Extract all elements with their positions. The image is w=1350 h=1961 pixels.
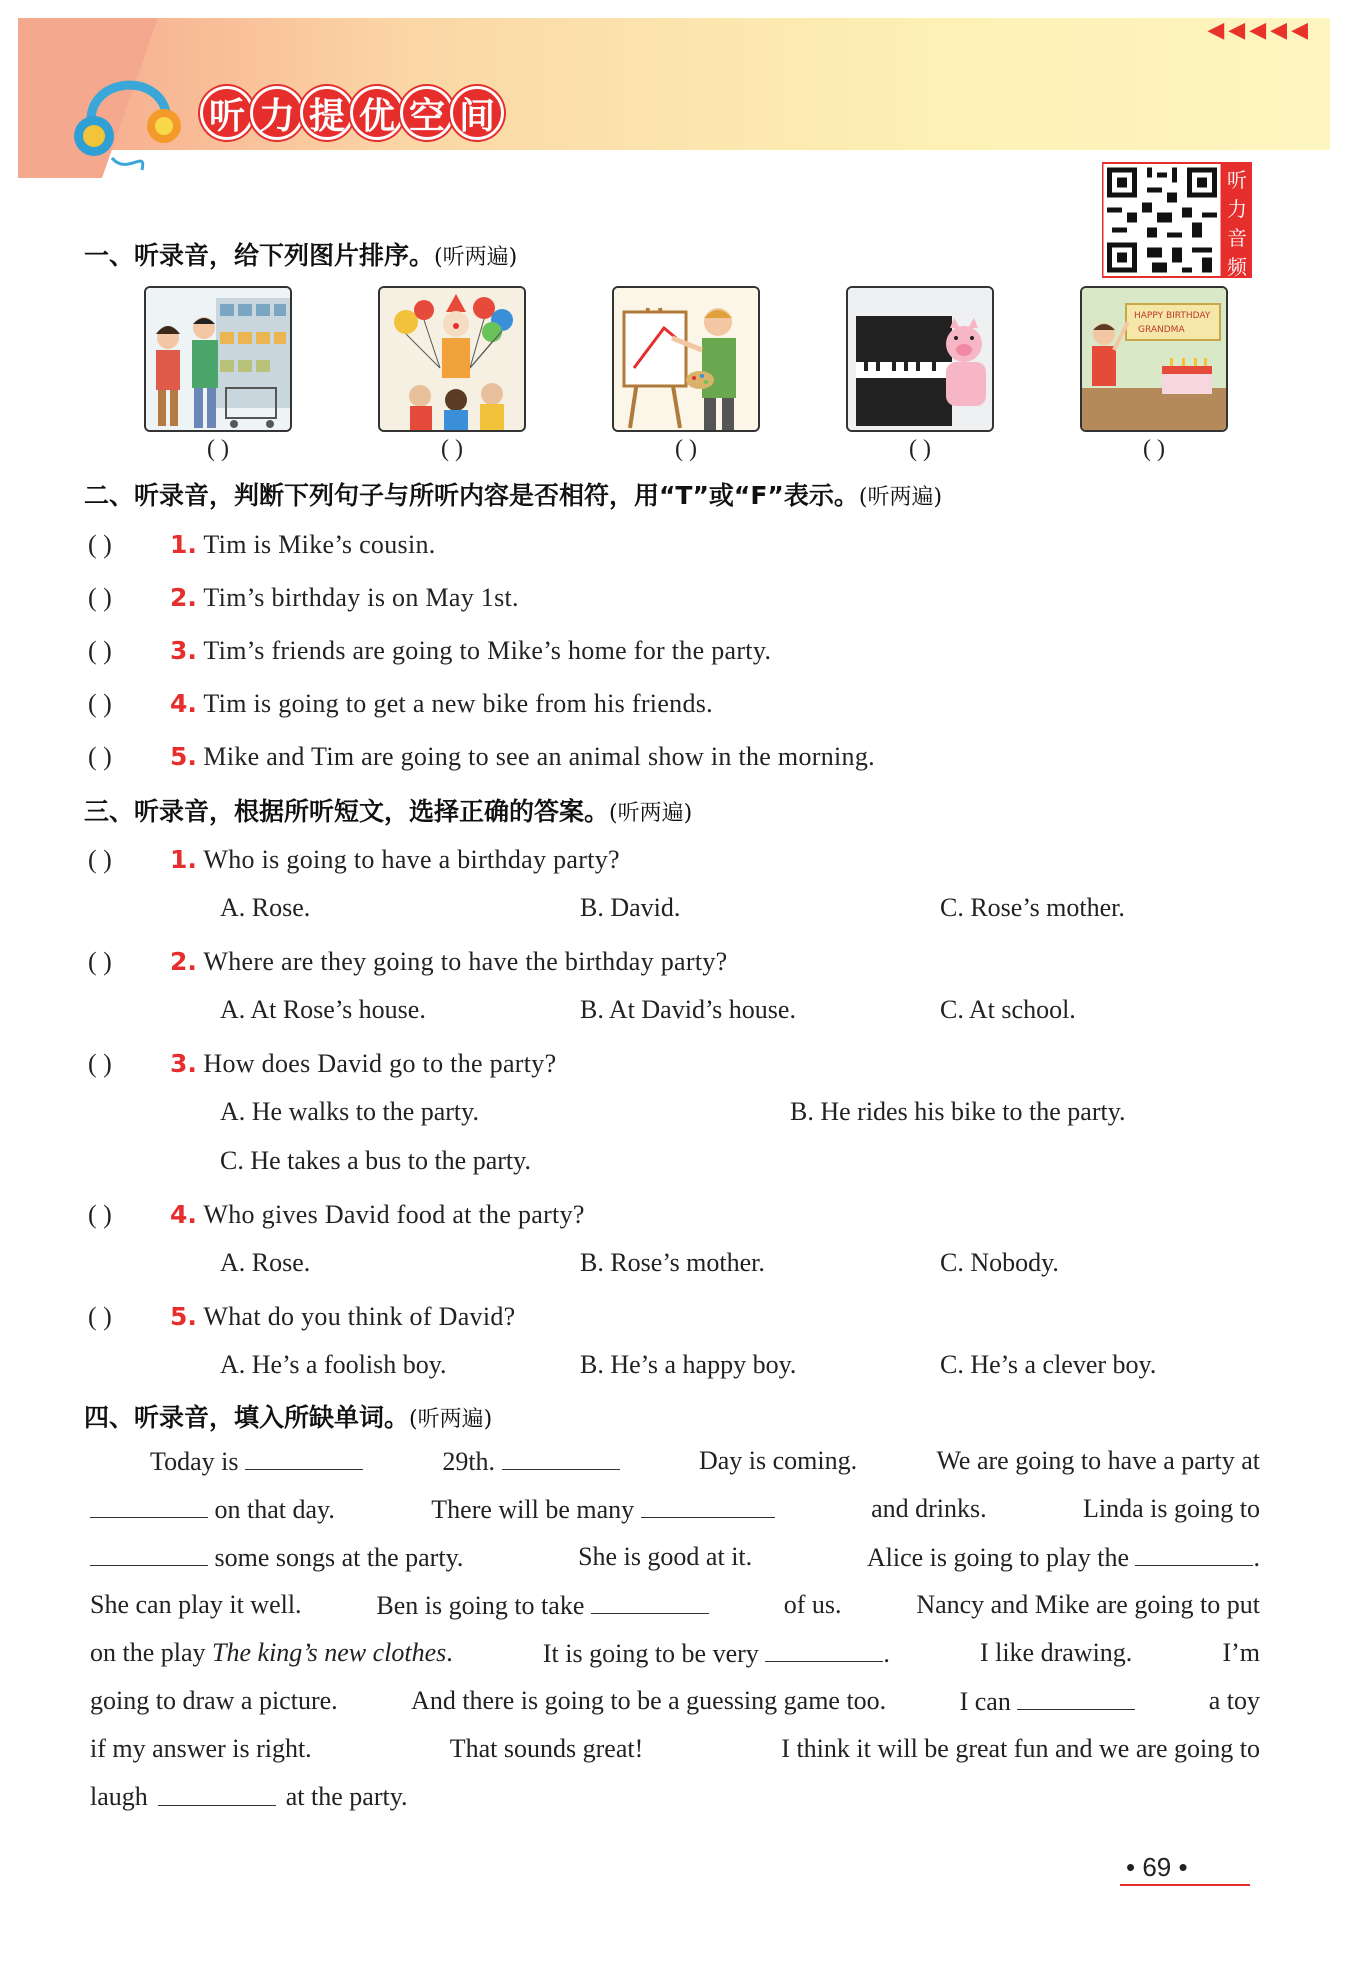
passage-text: We are going to have a party at — [936, 1446, 1260, 1475]
passage-text: going to draw a picture. — [90, 1686, 338, 1715]
item-text: Tim’s friends are going to Mike’s home for the party. — [203, 636, 772, 665]
passage-text: I like drawing. — [979, 1638, 1133, 1667]
title-char: 间 — [450, 86, 504, 140]
choice-question — [88, 1200, 585, 1230]
item-number: 3. — [170, 636, 197, 665]
question-text: What do you think of David? — [203, 1302, 516, 1331]
answer-paren[interactable]: ( ) — [88, 1200, 112, 1229]
option-b[interactable]: B. He rides his bike to the party. — [790, 1097, 1126, 1126]
answer-blank[interactable] — [502, 1446, 620, 1470]
choice-question — [88, 947, 727, 977]
answer-paren[interactable]: ( ) — [88, 530, 112, 559]
picture-answer-paren[interactable]: ( ) — [1143, 436, 1165, 462]
title-char: 空 — [400, 86, 454, 140]
answer-blank[interactable] — [1135, 1542, 1253, 1566]
option-c[interactable]: C. Nobody. — [940, 1248, 1059, 1277]
picture-answer-paren[interactable]: ( ) — [441, 436, 463, 462]
qr-label-char: 力 — [1227, 197, 1247, 221]
answer-paren[interactable]: ( ) — [88, 689, 112, 718]
passage-line — [90, 1590, 1260, 1621]
option-a[interactable]: A. At Rose’s house. — [220, 995, 426, 1024]
play-title: The king’s new clothes — [212, 1638, 447, 1667]
item-number: 3. — [170, 1049, 197, 1078]
option-c[interactable]: C. At school. — [940, 995, 1076, 1024]
picture-answer-paren[interactable]: ( ) — [675, 436, 697, 462]
section3-title — [84, 792, 692, 828]
section4-title-text: 四、听录音，填入所缺单词。 — [84, 1403, 410, 1432]
passage-text: I’m — [1222, 1638, 1260, 1667]
qr-code-icon[interactable] — [1102, 162, 1222, 278]
passage-text: Day is coming. — [698, 1446, 858, 1475]
passage-text: and drinks. — [871, 1494, 987, 1523]
title-char: 听 — [200, 86, 254, 140]
passage-line — [90, 1686, 1260, 1717]
item-number: 1. — [170, 530, 197, 559]
qr-label-char: 音 — [1227, 226, 1247, 250]
option-b[interactable]: B. David. — [580, 893, 681, 922]
page-number: • 69 • — [1126, 1852, 1188, 1882]
passage-line — [90, 1542, 1260, 1573]
passage-line — [90, 1734, 1260, 1764]
passage-text: I think it will be great fun and we are going to — [781, 1734, 1260, 1763]
passage-text: It is going to be very — [542, 1639, 759, 1668]
answer-paren[interactable]: ( ) — [88, 947, 112, 976]
item-number: 4. — [170, 1200, 197, 1229]
option-a[interactable]: A. Rose. — [220, 893, 311, 922]
answer-blank[interactable] — [1017, 1686, 1135, 1710]
picture-row — [144, 286, 1211, 466]
answer-paren[interactable]: ( ) — [88, 1302, 112, 1331]
section2-note: (听两遍) — [858, 485, 943, 510]
option-c[interactable]: C. He’s a clever boy. — [940, 1350, 1157, 1379]
section4-note: (听两遍) — [409, 1407, 493, 1432]
passage-text: if my answer is right. — [90, 1734, 312, 1763]
answer-paren[interactable]: ( ) — [88, 1049, 112, 1078]
passage-text: Alice is going to play the — [866, 1543, 1129, 1572]
true-false-item — [88, 583, 519, 613]
passage-text: That sounds great! — [449, 1734, 644, 1763]
passage-text: a toy — [1208, 1686, 1260, 1715]
item-number: 4. — [170, 689, 197, 718]
section3-title-text: 三、听录音，根据所听短文，选择正确的答案。 — [84, 797, 610, 826]
passage-text: I can — [959, 1687, 1011, 1716]
item-number: 5. — [170, 1302, 197, 1331]
section1-note: (听两遍) — [434, 245, 518, 270]
answer-blank[interactable] — [641, 1494, 775, 1518]
answer-blank[interactable] — [765, 1638, 883, 1662]
option-b[interactable]: B. At David’s house. — [580, 995, 796, 1024]
passage-text: Today is — [150, 1447, 239, 1476]
qr-label-char: 听 — [1227, 168, 1247, 192]
svg-text:GRANDMA: GRANDMA — [1138, 325, 1185, 335]
answer-blank[interactable] — [245, 1446, 363, 1470]
title-char: 提 — [300, 86, 354, 140]
passage-line — [90, 1494, 1260, 1525]
true-false-item — [88, 742, 875, 772]
qr-label-char: 频 — [1227, 255, 1247, 279]
item-number: 2. — [170, 583, 197, 612]
section1-title — [84, 236, 517, 272]
section4-title — [84, 1398, 492, 1434]
answer-paren[interactable]: ( ) — [88, 636, 112, 665]
qr-audio-label — [1222, 162, 1252, 278]
passage-text: . — [446, 1638, 453, 1667]
question-text: Where are they going to have the birthday party? — [203, 947, 728, 976]
answer-blank[interactable] — [158, 1782, 276, 1806]
passage-text: some songs at the party. — [214, 1543, 464, 1572]
option-a[interactable]: A. He’s a foolish boy. — [220, 1350, 447, 1379]
pig-piano-picture — [846, 286, 994, 432]
option-b[interactable]: B. Rose’s mother. — [580, 1248, 765, 1277]
headphone-icon — [72, 58, 182, 178]
choice-question — [88, 1049, 556, 1079]
passage-text: laugh — [90, 1782, 148, 1811]
question-text: Who is going to have a birthday party? — [203, 845, 620, 874]
passage-text: . — [883, 1639, 890, 1668]
item-number: 1. — [170, 845, 197, 874]
item-text: Mike and Tim are going to see an animal show in the morning. — [203, 742, 875, 771]
fill-in-passage — [90, 1446, 1260, 1826]
page-title — [200, 86, 500, 140]
item-text: Tim is Mike’s cousin. — [203, 530, 436, 559]
answer-blank[interactable] — [90, 1494, 208, 1518]
answer-paren[interactable]: ( ) — [88, 845, 112, 874]
true-false-item — [88, 636, 771, 666]
item-number: 5. — [170, 742, 197, 771]
passage-text: on the play — [90, 1638, 206, 1667]
page-number-underline — [1120, 1884, 1250, 1886]
answer-blank[interactable] — [90, 1542, 208, 1566]
passage-line — [90, 1638, 1260, 1669]
passage-text: She is good at it. — [578, 1542, 753, 1571]
picture-answer-paren[interactable]: ( ) — [207, 436, 229, 462]
passage-text: at the party. — [285, 1782, 408, 1811]
title-char: 力 — [250, 86, 304, 140]
svg-text:HAPPY BIRTHDAY: HAPPY BIRTHDAY — [1134, 311, 1211, 321]
section2-title — [84, 476, 942, 512]
option-c[interactable]: C. Rose’s mother. — [940, 893, 1125, 922]
item-text: Tim is going to get a new bike from his friends. — [203, 689, 713, 718]
question-text: Who gives David food at the party? — [203, 1200, 585, 1229]
item-number: 2. — [170, 947, 197, 976]
arrows-icon: ◀◀◀◀◀ — [1207, 18, 1312, 43]
option-b[interactable]: B. He’s a happy boy. — [580, 1350, 797, 1379]
passage-text: Nancy and Mike are going to put — [916, 1590, 1260, 1619]
passage-text: Ben is going to take — [376, 1591, 585, 1620]
choice-question — [88, 845, 620, 875]
clown-balloons-picture — [378, 286, 526, 432]
section3-note: (听两遍) — [609, 801, 693, 826]
section1-title-text: 一、听录音，给下列图片排序。 — [84, 241, 435, 270]
passage-line — [90, 1782, 1260, 1812]
title-char: 优 — [350, 86, 404, 140]
supermarket-family-picture — [144, 286, 292, 432]
passage-line — [90, 1446, 1260, 1477]
passage-text: 29th. — [442, 1447, 496, 1476]
choice-question — [88, 1302, 516, 1332]
picture-answer-paren[interactable]: ( ) — [909, 436, 931, 462]
answer-blank[interactable] — [591, 1590, 709, 1614]
answer-paren[interactable]: ( ) — [88, 742, 112, 771]
passage-text: Linda is going to — [1083, 1494, 1260, 1523]
passage-text: on that day. — [214, 1495, 335, 1524]
item-text: Tim’s birthday is on May 1st. — [203, 583, 519, 612]
answer-paren[interactable]: ( ) — [88, 583, 112, 612]
option-c[interactable]: C. He takes a bus to the party. — [220, 1146, 531, 1175]
passage-text: And there is going to be a guessing game too. — [411, 1686, 887, 1715]
passage-text: There will be many — [431, 1495, 635, 1524]
passage-text: She can play it well. — [90, 1590, 302, 1619]
option-a[interactable]: A. Rose. — [220, 1248, 311, 1277]
painter-easel-picture — [612, 286, 760, 432]
true-false-item — [88, 689, 713, 719]
option-a[interactable]: A. He walks to the party. — [220, 1097, 479, 1126]
birthday-grandma-picture — [1080, 286, 1228, 432]
section2-title-text: 二、听录音，判断下列句子与所听内容是否相符，用“T”或“F”表示。 — [84, 481, 859, 510]
true-false-item — [88, 530, 436, 560]
passage-text: . — [1253, 1543, 1260, 1572]
question-text: How does David go to the party? — [203, 1049, 557, 1078]
passage-text: of us. — [783, 1590, 842, 1619]
